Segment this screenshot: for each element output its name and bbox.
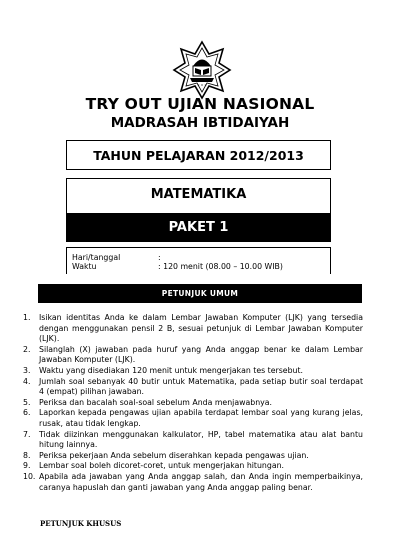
list-item [23,377,363,398]
list-item [23,366,363,377]
list-item [23,398,363,409]
list-item [23,345,363,366]
list-item [23,461,363,472]
academic-year: TAHUN PELAJARAN 2012/2013 [93,147,304,163]
list-item [23,472,363,493]
item-text: Silanglah (X) jawaban pada huruf yang Anda anggap benar ke dalam Lembar Jawaban Komputer (LJK). [39,344,363,365]
exam-info-box [66,247,331,274]
item-text: Laporkan kepada pengawas ujian apabila terdapat lembar soal yang kurang jelas, rusak, atau tidak lengkap. [39,408,363,428]
subject-box [66,178,331,242]
item-text: Tidak diizinkan menggunakan kalkulator, HP, tabel matematika atau alat bantu hitung lainnya. [39,429,363,450]
ministry-emblem-icon [172,40,232,100]
item-number: 10. [23,471,36,481]
item-number: 6. [23,408,31,418]
svg-text:* * *: * * * [197,84,207,90]
item-number: 4. [23,376,31,386]
item-number: 7. [23,429,31,439]
item-text: Jumlah soal sebanyak 40 butir untuk Matematika, pada setiap butir soal terdapat 4 (empat) pilihan jawaban. [39,376,363,397]
instructions-heading [38,284,362,303]
item-number: 8. [23,450,31,460]
item-text: Apabila ada jawaban yang Anda anggap salah, dan Anda ingin memperbaikinya, caranya hapuslah dan ganti jawaban yang Anda anggap paling benar. [39,471,363,492]
item-text: Isikan identitas Anda ke dalam Lembar Jawaban Komputer (LJK) yang tersedia dengan menggunakan pensil 2 B, sesuai petunjuk di Lembar Jawaban Komputer (LJK). [39,313,363,344]
date-label: Hari/tanggal [72,253,121,262]
list-item [23,451,363,462]
academic-year-box [66,140,331,170]
special-instructions-label: PETUNJUK KHUSUS [40,519,122,528]
school-level: MADRASAH IBTIDAIYAH [110,115,290,131]
item-number: 5. [23,397,31,407]
item-number: 1. [23,313,31,322]
list-item [23,408,363,429]
instructions-list [23,313,363,493]
item-number: 3. [23,365,31,375]
time-label: Waktu [72,262,97,271]
item-number: 2. [23,344,31,354]
date-value: : [158,253,161,262]
item-text: Periksa dan bacalah soal-soal sebelum Anda menjawabnya. [39,397,273,407]
item-text: Periksa pekerjaan Anda sebelum diserahkan kepada pengawas ujian. [39,450,309,460]
instructions-heading-label: PETUNJUK UMUM [161,289,239,298]
item-text: Waktu yang disediakan 120 menit untuk mengerjakan tes tersebut. [39,365,304,375]
package-label: PAKET 1 [168,219,229,235]
item-number: 9. [23,461,31,471]
list-item [23,313,363,345]
exam-title: TRY OUT UJIAN NASIONAL [85,95,315,113]
time-value: : 120 menit (08.00 – 10.00 WIB) [158,262,283,271]
item-text: Lembar soal boleh dicoret-coret, untuk mengerjakan hitungan. [39,461,285,471]
package-banner [67,213,330,241]
subject-title: MATEMATIKA [150,187,247,202]
list-item [23,430,363,451]
